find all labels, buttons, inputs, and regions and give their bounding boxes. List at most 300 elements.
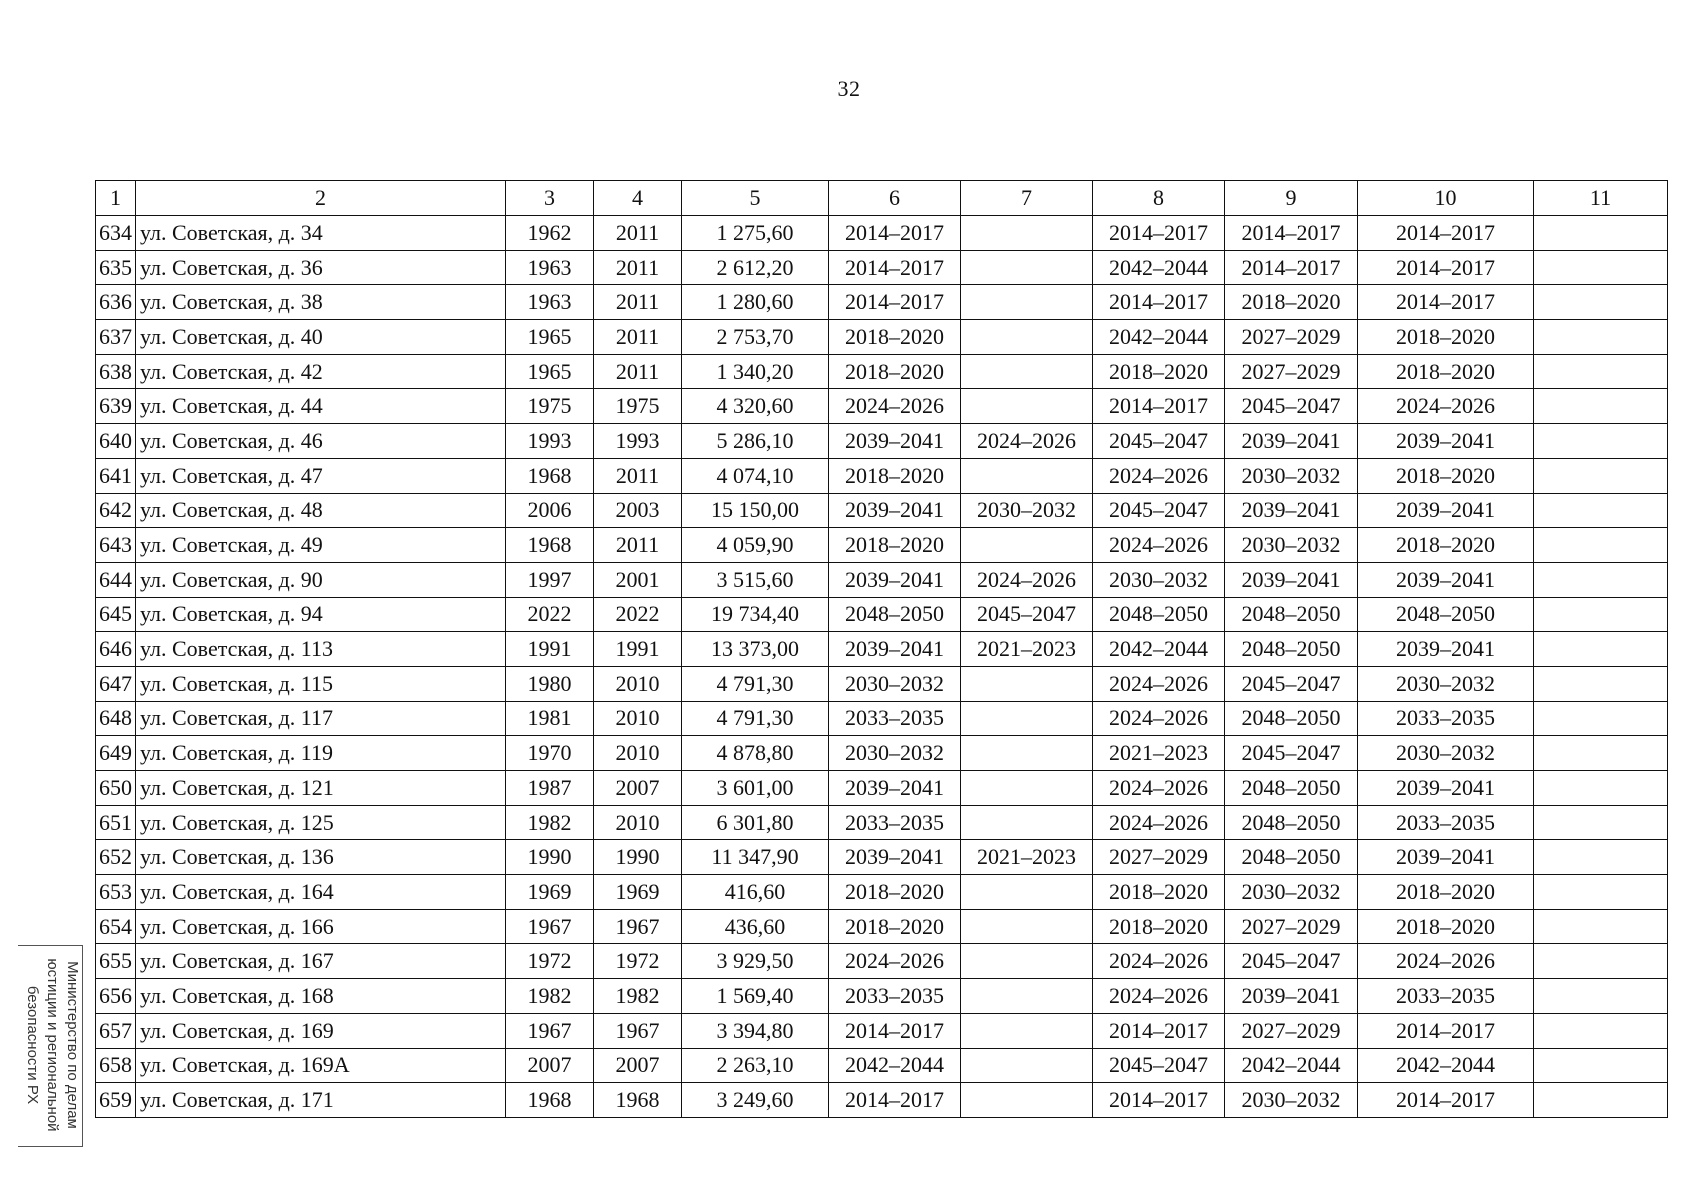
row-number: 651 (96, 805, 136, 840)
cell-col-6: 2039–2041 (829, 493, 961, 528)
row-number: 639 (96, 389, 136, 424)
cell-col-6: 2014–2017 (829, 250, 961, 285)
cell-col-8: 2024–2026 (1093, 666, 1225, 701)
cell-col-3: 1967 (506, 1013, 594, 1048)
cell-col-11 (1534, 389, 1668, 424)
cell-col-9: 2039–2041 (1225, 493, 1358, 528)
table-row (96, 1013, 1668, 1048)
cell-col-7 (961, 805, 1093, 840)
address-cell: ул. Советская, д. 48 (136, 493, 506, 528)
cell-col-4: 1990 (594, 840, 682, 875)
table-row (96, 320, 1668, 355)
address-cell: ул. Советская, д. 119 (136, 736, 506, 771)
cell-col-8: 2045–2047 (1093, 424, 1225, 459)
address-cell: ул. Советская, д. 90 (136, 562, 506, 597)
table-row (96, 944, 1668, 979)
cell-col-6: 2018–2020 (829, 320, 961, 355)
cell-col-7: 2024–2026 (961, 562, 1093, 597)
table-row (96, 389, 1668, 424)
cell-col-9: 2048–2050 (1225, 771, 1358, 806)
cell-col-6: 2030–2032 (829, 666, 961, 701)
cell-col-3: 1968 (506, 458, 594, 493)
column-header-2: 2 (136, 181, 506, 216)
address-cell: ул. Советская, д. 121 (136, 771, 506, 806)
cell-col-6: 2014–2017 (829, 285, 961, 320)
table-row (96, 701, 1668, 736)
cell-col-5: 3 394,80 (682, 1013, 829, 1048)
cell-col-10: 2018–2020 (1358, 909, 1534, 944)
row-number: 637 (96, 320, 136, 355)
cell-col-6: 2042–2044 (829, 1048, 961, 1083)
cell-col-5: 2 753,70 (682, 320, 829, 355)
row-number: 647 (96, 666, 136, 701)
cell-col-10: 2048–2050 (1358, 597, 1534, 632)
cell-col-11 (1534, 285, 1668, 320)
cell-col-3: 1963 (506, 285, 594, 320)
cell-col-9: 2048–2050 (1225, 805, 1358, 840)
cell-col-10: 2014–2017 (1358, 216, 1534, 251)
table-row (96, 285, 1668, 320)
page-number: 32 (837, 76, 861, 101)
cell-col-3: 1982 (506, 979, 594, 1014)
cell-col-11 (1534, 805, 1668, 840)
address-cell: ул. Советская, д. 113 (136, 632, 506, 667)
cell-col-7: 2030–2032 (961, 493, 1093, 528)
cell-col-6: 2014–2017 (829, 1083, 961, 1118)
cell-col-4: 2011 (594, 216, 682, 251)
cell-col-10: 2018–2020 (1358, 458, 1534, 493)
cell-col-8: 2018–2020 (1093, 875, 1225, 910)
cell-col-11 (1534, 493, 1668, 528)
cell-col-6: 2033–2035 (829, 805, 961, 840)
cell-col-5: 2 263,10 (682, 1048, 829, 1083)
cell-col-8: 2014–2017 (1093, 1083, 1225, 1118)
cell-col-11 (1534, 528, 1668, 563)
table-row (96, 250, 1668, 285)
cell-col-11 (1534, 875, 1668, 910)
address-cell: ул. Советская, д. 117 (136, 701, 506, 736)
cell-col-4: 1968 (594, 1083, 682, 1118)
cell-col-7 (961, 736, 1093, 771)
cell-col-9: 2048–2050 (1225, 840, 1358, 875)
cell-col-3: 2022 (506, 597, 594, 632)
cell-col-4: 2011 (594, 458, 682, 493)
cell-col-5: 4 320,60 (682, 389, 829, 424)
column-header-11: 11 (1534, 181, 1668, 216)
cell-col-9: 2045–2047 (1225, 666, 1358, 701)
cell-col-5: 3 515,60 (682, 562, 829, 597)
cell-col-7 (961, 216, 1093, 251)
cell-col-3: 1981 (506, 701, 594, 736)
cell-col-8: 2024–2026 (1093, 701, 1225, 736)
cell-col-10: 2018–2020 (1358, 528, 1534, 563)
cell-col-9: 2048–2050 (1225, 701, 1358, 736)
cell-col-10: 2014–2017 (1358, 285, 1534, 320)
cell-col-4: 2010 (594, 701, 682, 736)
cell-col-3: 1962 (506, 216, 594, 251)
address-cell: ул. Советская, д. 168 (136, 979, 506, 1014)
cell-col-7 (961, 979, 1093, 1014)
row-number: 641 (96, 458, 136, 493)
cell-col-3: 1965 (506, 320, 594, 355)
address-cell: ул. Советская, д. 42 (136, 354, 506, 389)
row-number: 653 (96, 875, 136, 910)
cell-col-4: 1975 (594, 389, 682, 424)
cell-col-6: 2024–2026 (829, 944, 961, 979)
cell-col-4: 2011 (594, 354, 682, 389)
row-number: 644 (96, 562, 136, 597)
cell-col-4: 2007 (594, 1048, 682, 1083)
cell-col-4: 2007 (594, 771, 682, 806)
cell-col-5: 2 612,20 (682, 250, 829, 285)
row-number: 643 (96, 528, 136, 563)
address-cell: ул. Советская, д. 171 (136, 1083, 506, 1118)
stamp-line: юстиции и региональной (44, 958, 61, 1132)
cell-col-11 (1534, 840, 1668, 875)
cell-col-5: 4 791,30 (682, 701, 829, 736)
cell-col-3: 1980 (506, 666, 594, 701)
cell-col-8: 2027–2029 (1093, 840, 1225, 875)
row-number: 656 (96, 979, 136, 1014)
cell-col-8: 2024–2026 (1093, 528, 1225, 563)
cell-col-3: 1975 (506, 389, 594, 424)
cell-col-3: 1968 (506, 1083, 594, 1118)
cell-col-5: 4 059,90 (682, 528, 829, 563)
cell-col-6: 2039–2041 (829, 632, 961, 667)
cell-col-7 (961, 944, 1093, 979)
cell-col-8: 2024–2026 (1093, 944, 1225, 979)
cell-col-8: 2042–2044 (1093, 632, 1225, 667)
row-number: 646 (96, 632, 136, 667)
cell-col-6: 2033–2035 (829, 979, 961, 1014)
cell-col-4: 1967 (594, 909, 682, 944)
cell-col-10: 2039–2041 (1358, 424, 1534, 459)
cell-col-4: 1972 (594, 944, 682, 979)
cell-col-10: 2018–2020 (1358, 875, 1534, 910)
row-number: 659 (96, 1083, 136, 1118)
address-cell: ул. Советская, д. 115 (136, 666, 506, 701)
row-number: 649 (96, 736, 136, 771)
column-header-1: 1 (96, 181, 136, 216)
column-header-9: 9 (1225, 181, 1358, 216)
row-number: 642 (96, 493, 136, 528)
cell-col-11 (1534, 944, 1668, 979)
cell-col-3: 1967 (506, 909, 594, 944)
cell-col-8: 2014–2017 (1093, 285, 1225, 320)
cell-col-9: 2048–2050 (1225, 632, 1358, 667)
cell-col-10: 2039–2041 (1358, 632, 1534, 667)
cell-col-10: 2033–2035 (1358, 805, 1534, 840)
row-number: 650 (96, 771, 136, 806)
cell-col-9: 2014–2017 (1225, 250, 1358, 285)
cell-col-8: 2042–2044 (1093, 250, 1225, 285)
cell-col-11 (1534, 320, 1668, 355)
address-cell: ул. Советская, д. 167 (136, 944, 506, 979)
cell-col-5: 5 286,10 (682, 424, 829, 459)
cell-col-8: 2024–2026 (1093, 771, 1225, 806)
cell-col-6: 2039–2041 (829, 840, 961, 875)
cell-col-5: 1 569,40 (682, 979, 829, 1014)
cell-col-9: 2027–2029 (1225, 1013, 1358, 1048)
cell-col-5: 3 929,50 (682, 944, 829, 979)
cell-col-5: 4 074,10 (682, 458, 829, 493)
table-body (96, 216, 1668, 1118)
cell-col-5: 6 301,80 (682, 805, 829, 840)
cell-col-9: 2045–2047 (1225, 944, 1358, 979)
cell-col-8: 2024–2026 (1093, 979, 1225, 1014)
cell-col-8: 2024–2026 (1093, 805, 1225, 840)
cell-col-10: 2030–2032 (1358, 666, 1534, 701)
cell-col-3: 1991 (506, 632, 594, 667)
cell-col-5: 1 340,20 (682, 354, 829, 389)
cell-col-11 (1534, 1083, 1668, 1118)
cell-col-6: 2018–2020 (829, 909, 961, 944)
table-row (96, 632, 1668, 667)
cell-col-5: 1 275,60 (682, 216, 829, 251)
table-row (96, 424, 1668, 459)
row-number: 636 (96, 285, 136, 320)
cell-col-8: 2018–2020 (1093, 354, 1225, 389)
address-cell: ул. Советская, д. 36 (136, 250, 506, 285)
cell-col-7 (961, 1083, 1093, 1118)
cell-col-9: 2018–2020 (1225, 285, 1358, 320)
address-cell: ул. Советская, д. 169А (136, 1048, 506, 1083)
address-cell: ул. Советская, д. 166 (136, 909, 506, 944)
cell-col-4: 1993 (594, 424, 682, 459)
cell-col-11 (1534, 1048, 1668, 1083)
table-row (96, 458, 1668, 493)
cell-col-8: 2014–2017 (1093, 1013, 1225, 1048)
column-header-3: 3 (506, 181, 594, 216)
cell-col-3: 1972 (506, 944, 594, 979)
cell-col-10: 2014–2017 (1358, 1013, 1534, 1048)
cell-col-10: 2030–2032 (1358, 736, 1534, 771)
column-header-5: 5 (682, 181, 829, 216)
cell-col-4: 2011 (594, 250, 682, 285)
cell-col-7: 2045–2047 (961, 597, 1093, 632)
address-cell: ул. Советская, д. 94 (136, 597, 506, 632)
row-number: 640 (96, 424, 136, 459)
cell-col-4: 2022 (594, 597, 682, 632)
cell-col-9: 2045–2047 (1225, 736, 1358, 771)
cell-col-7 (961, 285, 1093, 320)
row-number: 638 (96, 354, 136, 389)
cell-col-11 (1534, 666, 1668, 701)
cell-col-5: 13 373,00 (682, 632, 829, 667)
cell-col-9: 2045–2047 (1225, 389, 1358, 424)
cell-col-11 (1534, 736, 1668, 771)
cell-col-11 (1534, 909, 1668, 944)
cell-col-4: 2011 (594, 320, 682, 355)
cell-col-7 (961, 875, 1093, 910)
cell-col-10: 2014–2017 (1358, 250, 1534, 285)
cell-col-4: 2003 (594, 493, 682, 528)
address-cell: ул. Советская, д. 169 (136, 1013, 506, 1048)
cell-col-6: 2018–2020 (829, 354, 961, 389)
cell-col-11 (1534, 701, 1668, 736)
cell-col-6: 2018–2020 (829, 458, 961, 493)
table-row (96, 771, 1668, 806)
row-number: 635 (96, 250, 136, 285)
row-number: 654 (96, 909, 136, 944)
cell-col-11 (1534, 1013, 1668, 1048)
column-header-10: 10 (1358, 181, 1534, 216)
cell-col-7 (961, 354, 1093, 389)
cell-col-4: 1969 (594, 875, 682, 910)
cell-col-11 (1534, 354, 1668, 389)
cell-col-5: 4 791,30 (682, 666, 829, 701)
cell-col-4: 2010 (594, 666, 682, 701)
cell-col-7 (961, 1013, 1093, 1048)
cell-col-10: 2014–2017 (1358, 1083, 1534, 1118)
cell-col-4: 2010 (594, 805, 682, 840)
table-row (96, 1048, 1668, 1083)
cell-col-8: 2018–2020 (1093, 909, 1225, 944)
cell-col-6: 2039–2041 (829, 771, 961, 806)
cell-col-11 (1534, 562, 1668, 597)
cell-col-3: 1965 (506, 354, 594, 389)
cell-col-9: 2039–2041 (1225, 424, 1358, 459)
address-cell: ул. Советская, д. 49 (136, 528, 506, 563)
cell-col-4: 1967 (594, 1013, 682, 1048)
cell-col-7 (961, 528, 1093, 563)
cell-col-11 (1534, 424, 1668, 459)
cell-col-4: 1991 (594, 632, 682, 667)
table-row (96, 840, 1668, 875)
cell-col-10: 2018–2020 (1358, 354, 1534, 389)
cell-col-8: 2045–2047 (1093, 1048, 1225, 1083)
cell-col-6: 2030–2032 (829, 736, 961, 771)
cell-col-3: 2006 (506, 493, 594, 528)
row-number: 657 (96, 1013, 136, 1048)
cell-col-7 (961, 320, 1093, 355)
row-number: 658 (96, 1048, 136, 1083)
cell-col-11 (1534, 458, 1668, 493)
table-row (96, 493, 1668, 528)
cell-col-7: 2024–2026 (961, 424, 1093, 459)
cell-col-9: 2030–2032 (1225, 1083, 1358, 1118)
cell-col-9: 2048–2050 (1225, 597, 1358, 632)
cell-col-7: 2021–2023 (961, 840, 1093, 875)
cell-col-6: 2014–2017 (829, 216, 961, 251)
cell-col-4: 2001 (594, 562, 682, 597)
address-cell: ул. Советская, д. 47 (136, 458, 506, 493)
row-number: 648 (96, 701, 136, 736)
cell-col-4: 2010 (594, 736, 682, 771)
cell-col-4: 2011 (594, 285, 682, 320)
cell-col-11 (1534, 597, 1668, 632)
cell-col-6: 2033–2035 (829, 701, 961, 736)
cell-col-8: 2014–2017 (1093, 389, 1225, 424)
cell-col-10: 2018–2020 (1358, 320, 1534, 355)
cell-col-7 (961, 458, 1093, 493)
cell-col-5: 416,60 (682, 875, 829, 910)
cell-col-8: 2014–2017 (1093, 216, 1225, 251)
address-cell: ул. Советская, д. 44 (136, 389, 506, 424)
cell-col-6: 2039–2041 (829, 562, 961, 597)
cell-col-4: 2011 (594, 528, 682, 563)
cell-col-9: 2027–2029 (1225, 909, 1358, 944)
cell-col-10: 2033–2035 (1358, 701, 1534, 736)
ministry-stamp-text (22, 945, 82, 1145)
cell-col-11 (1534, 771, 1668, 806)
row-number: 655 (96, 944, 136, 979)
cell-col-7: 2021–2023 (961, 632, 1093, 667)
cell-col-10: 2024–2026 (1358, 389, 1534, 424)
cell-col-8: 2021–2023 (1093, 736, 1225, 771)
stamp-line: безопасности РХ (24, 985, 41, 1105)
cell-col-7 (961, 389, 1093, 424)
cell-col-7 (961, 1048, 1093, 1083)
table-row (96, 666, 1668, 701)
table-row (96, 736, 1668, 771)
cell-col-3: 1963 (506, 250, 594, 285)
cell-col-6: 2024–2026 (829, 389, 961, 424)
cell-col-6: 2018–2020 (829, 875, 961, 910)
cell-col-6: 2039–2041 (829, 424, 961, 459)
cell-col-8: 2045–2047 (1093, 493, 1225, 528)
cell-col-9: 2042–2044 (1225, 1048, 1358, 1083)
cell-col-7 (961, 701, 1093, 736)
cell-col-8: 2030–2032 (1093, 562, 1225, 597)
table-row (96, 216, 1668, 251)
row-number: 652 (96, 840, 136, 875)
address-cell: ул. Советская, д. 38 (136, 285, 506, 320)
cell-col-3: 1982 (506, 805, 594, 840)
cell-col-9: 2027–2029 (1225, 354, 1358, 389)
cell-col-9: 2039–2041 (1225, 562, 1358, 597)
cell-col-4: 1982 (594, 979, 682, 1014)
row-number: 645 (96, 597, 136, 632)
address-cell: ул. Советская, д. 40 (136, 320, 506, 355)
cell-col-3: 1970 (506, 736, 594, 771)
address-cell: ул. Советская, д. 164 (136, 875, 506, 910)
cell-col-9: 2030–2032 (1225, 458, 1358, 493)
table-row (96, 805, 1668, 840)
cell-col-5: 4 878,80 (682, 736, 829, 771)
cell-col-7 (961, 250, 1093, 285)
table-row (96, 979, 1668, 1014)
cell-col-10: 2042–2044 (1358, 1048, 1534, 1083)
cell-col-3: 1997 (506, 562, 594, 597)
column-header-8: 8 (1093, 181, 1225, 216)
cell-col-5: 11 347,90 (682, 840, 829, 875)
cell-col-3: 1969 (506, 875, 594, 910)
table-row (96, 528, 1668, 563)
cell-col-10: 2024–2026 (1358, 944, 1534, 979)
cell-col-8: 2042–2044 (1093, 320, 1225, 355)
column-header-7: 7 (961, 181, 1093, 216)
cell-col-5: 3 601,00 (682, 771, 829, 806)
table-row (96, 597, 1668, 632)
cell-col-10: 2039–2041 (1358, 771, 1534, 806)
cell-col-8: 2048–2050 (1093, 597, 1225, 632)
column-header-4: 4 (594, 181, 682, 216)
cell-col-5: 19 734,40 (682, 597, 829, 632)
cell-col-3: 2007 (506, 1048, 594, 1083)
cell-col-11 (1534, 979, 1668, 1014)
cell-col-3: 1993 (506, 424, 594, 459)
address-cell: ул. Советская, д. 125 (136, 805, 506, 840)
cell-col-5: 3 249,60 (682, 1083, 829, 1118)
cell-col-11 (1534, 250, 1668, 285)
cell-col-9: 2014–2017 (1225, 216, 1358, 251)
cell-col-9: 2027–2029 (1225, 320, 1358, 355)
cell-col-7 (961, 771, 1093, 806)
address-cell: ул. Советская, д. 136 (136, 840, 506, 875)
cell-col-5: 436,60 (682, 909, 829, 944)
cell-col-10: 2033–2035 (1358, 979, 1534, 1014)
